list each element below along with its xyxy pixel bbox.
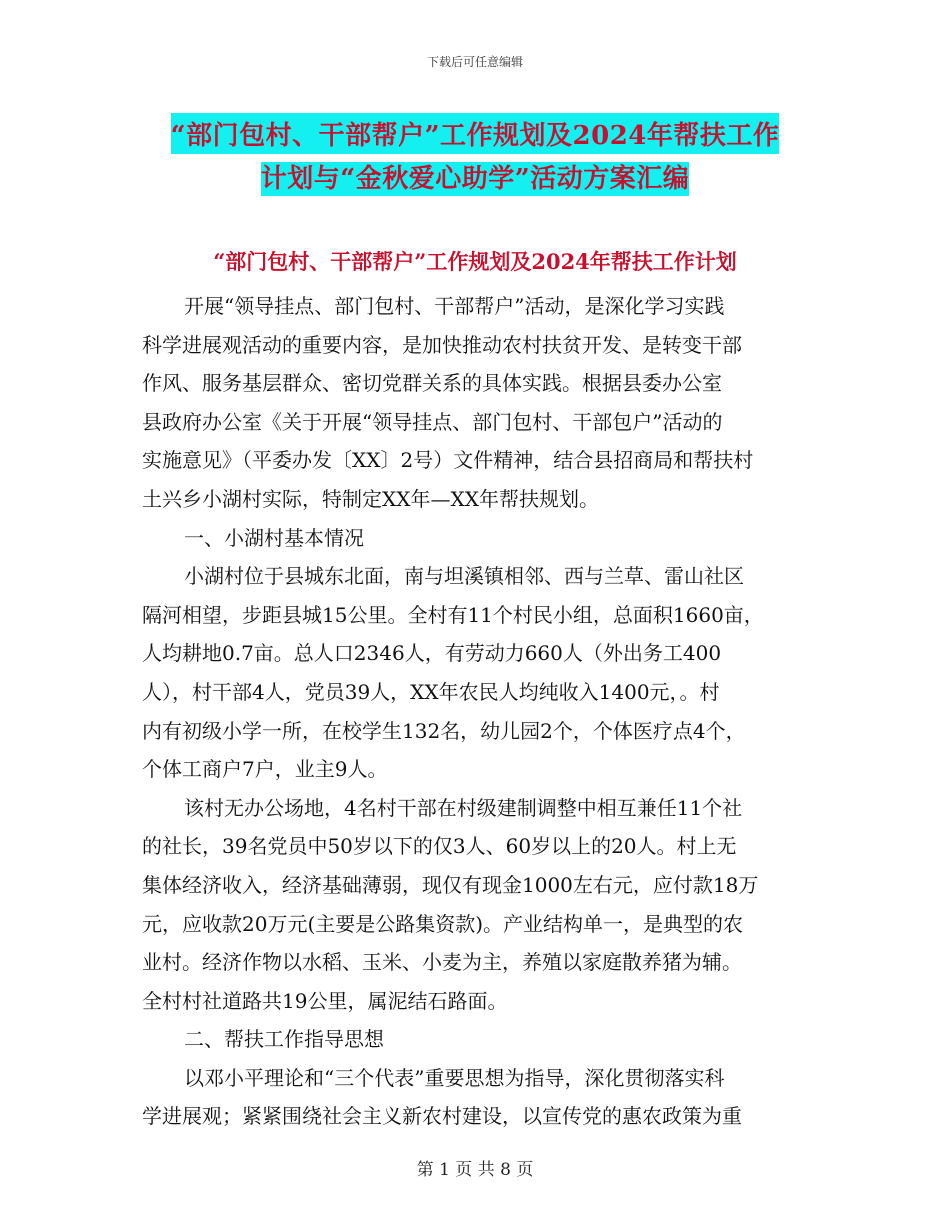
body-line: 集体经济收入，经济基础薄弱，现仅有现金1000左右元，应付款18万: [142, 872, 759, 897]
title-line-1-text: “部门包村、干部帮户”工作规划及2024年帮扶工作: [171, 113, 780, 154]
body-line: 实施意见》（平委办发〔XX〕2号）文件精神，结合县招商局和帮扶村: [142, 448, 754, 473]
body-line: 开展“领导挂点、部门包村、干部帮户”活动，是深化学习实践: [184, 294, 725, 318]
body-line: 县政府办公室《关于开展“领导挂点、部门包村、干部包户”活动的: [142, 409, 723, 434]
body-line: 元，应收款20万元(主要是公路集资款)。产业结构单一，是典型的农: [142, 911, 744, 936]
body-line: 的社长，39名党员中50岁以下的仅3人、60岁以上的20人。村上无: [142, 834, 737, 859]
body-line: 该村无办公场地，4名村干部在村级建制调整中相互兼任11个社: [184, 795, 743, 820]
section-heading: 二、帮扶工作指导思想: [184, 1027, 384, 1052]
body-line: 科学进展观活动的重要内容，是加快推动农村扶贫开发、是转变干部: [142, 332, 742, 357]
body-line: 人），村干部4人，党员39人，XX年农民人均纯收入1400元，。村: [142, 679, 720, 704]
document-title-line-1: [0, 113, 950, 154]
section-title: “部门包村、干部帮户”工作规划及2024年帮扶工作计划: [213, 249, 737, 274]
body-line: 业村。经济作物以水稻、玉米、小麦为主，养殖以家庭散养猪为辅。: [142, 950, 742, 975]
body-line: 小湖村位于县城东北面，南与坦溪镇相邻、西与兰草、雷山社区: [184, 564, 744, 589]
document-title-line-2: [0, 158, 950, 195]
title-line-2-text: 计划与“金秋爱心助学”活动方案汇编: [260, 164, 690, 194]
body-line: 内有初级小学一所，在校学生132名，幼儿园2个，个体医疗点4个，: [142, 718, 746, 743]
body-line: 学进展观；紧紧围绕社会主义新农村建设，以宣传党的惠农政策为重: [142, 1104, 742, 1129]
body-line: 人均耕地0.7亩。总人口2346人，有劳动力660人（外出务工400: [142, 641, 722, 666]
body-line: 个体工商户7户，业主9人。: [142, 757, 388, 782]
body-line: 隔河相望，步距县城15公里。全村有11个村民小组，总面积1660亩，: [142, 602, 764, 627]
body-line: 作风、服务基层群众、密切党群关系的具体实践。根据县委办公室: [142, 371, 722, 396]
section-heading: 一、小湖村基本情况: [184, 525, 364, 550]
body-text: [142, 287, 810, 1136]
body-line: 土兴乡小湖村实际，特制定XX年—XX年帮扶规划。: [142, 486, 599, 511]
header-note: 下载后可任意编辑: [426, 55, 523, 69]
page-footer: 第 1 页 共 8 页: [416, 1160, 534, 1180]
body-line: 全村村社道路共19公里，属泥结石路面。: [142, 988, 508, 1013]
body-line: 以邓小平理论和“三个代表”重要思想为指导，深化贯彻落实科: [184, 1065, 725, 1090]
